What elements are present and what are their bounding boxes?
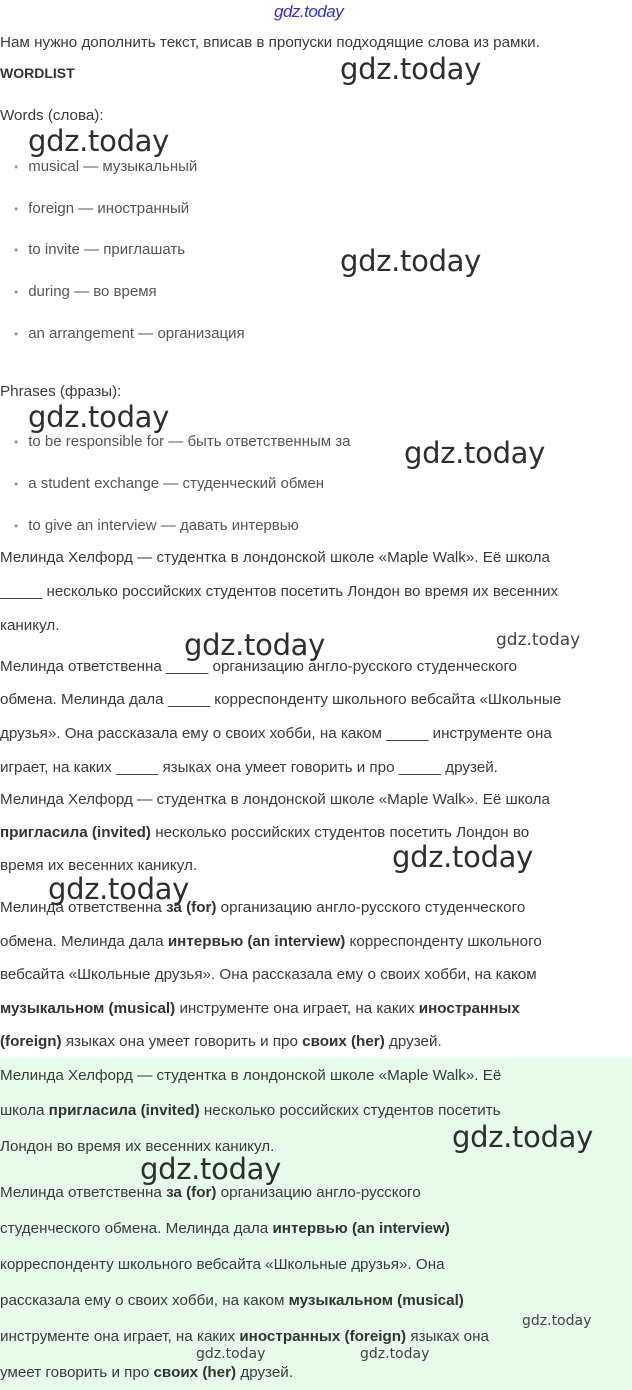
bullet-icon: •	[14, 519, 19, 533]
answer-line: умеет говорить и про своих (her) друзей.	[0, 1364, 294, 1381]
bullet-icon: •	[14, 477, 19, 491]
task-line: Мелинда Хелфорд — студентка в лондонской школе «Maple Walk». Её школа	[0, 549, 550, 566]
task-line: каникул.	[0, 617, 60, 634]
watermark: gdz.today	[28, 400, 170, 434]
header-watermark: gdz.today	[274, 2, 344, 21]
answer-line: (foreign) языках она умеет говорить и про своих (her) друзей.	[0, 1033, 442, 1050]
task-line: друзья». Она рассказала ему о своих хобби, на каком _____ инструменте она	[0, 725, 552, 742]
watermark: gdz.today	[196, 1346, 266, 1362]
list-item: • musical — музыкальный	[14, 158, 198, 175]
watermark: gdz.today	[48, 872, 190, 906]
bullet-icon: •	[14, 435, 19, 449]
list-item: • to be responsible for — быть ответственным за	[14, 433, 351, 450]
answer-line: школа пригласила (invited) несколько российских студентов посетить	[0, 1102, 501, 1119]
bullet-icon: •	[14, 327, 19, 341]
list-item: • a student exchange — студенческий обмен	[14, 475, 325, 492]
answer-line: обмена. Мелинда дала интервью (an interview) корреспонденту школьного	[0, 933, 542, 950]
watermark: gdz.today	[184, 628, 326, 662]
answer-line: Мелинда ответственна за (for) организацию англо-русского студенческого	[0, 899, 526, 916]
watermark: gdz.today	[404, 436, 546, 470]
list-item: • during — во время	[14, 283, 157, 300]
phrases-label: Phrases (фразы):	[0, 383, 122, 400]
answer-line: Мелинда Хелфорд — студентка в лондонской школе «Maple Walk». Её школа	[0, 791, 550, 808]
watermark: gdz.today	[496, 630, 581, 650]
answer-line: время их весенних каникул.	[0, 857, 198, 874]
answer-line: студенческого обмена. Мелинда дала интервью (an interview)	[0, 1220, 450, 1237]
list-item: • to invite — приглашать	[14, 241, 186, 258]
watermark: gdz.today	[452, 1120, 594, 1154]
answer-line: корреспонденту школьного вебсайта «Школьные друзья». Она	[0, 1256, 445, 1273]
task-line: Мелинда ответственна _____ организацию англо-русского студенческого	[0, 658, 518, 675]
watermark: gdz.today	[340, 52, 482, 86]
task-line: играет, на каких _____ языках она умеет говорить и про _____ друзей.	[0, 759, 498, 776]
list-item: • foreign — иностранный	[14, 200, 190, 217]
watermark: gdz.today	[522, 1313, 592, 1329]
answer-line: Мелинда Хелфорд — студентка в лондонской школе «Maple Walk». Её	[0, 1067, 502, 1084]
intro-text: Нам нужно дополнить текст, вписав в пропуски подходящие слова из рамки.	[0, 34, 540, 51]
answer-line: вебсайта «Школьные друзья». Она рассказала ему о своих хобби, на каком	[0, 966, 537, 983]
words-label: Words (слова):	[0, 107, 104, 124]
watermark: gdz.today	[392, 840, 534, 874]
watermark: gdz.today	[28, 124, 170, 158]
answer-line: инструменте она играет, на каких иностранных (foreign) языках она	[0, 1328, 489, 1345]
answer-line: Лондон во время их весенних каникул.	[0, 1138, 275, 1155]
answer-line: пригласила (invited) несколько российских студентов посетить Лондон во	[0, 824, 530, 841]
task-line: _____ несколько российских студентов посетить Лондон во время их весенних	[0, 583, 559, 600]
task-line: обмена. Мелинда дала _____ корреспонденту школьного вебсайта «Школьные	[0, 691, 562, 708]
watermark: gdz.today	[360, 1346, 430, 1362]
wordlist-title: WORDLIST	[0, 65, 75, 81]
watermark: gdz.today	[140, 1152, 282, 1186]
bullet-icon: •	[14, 243, 19, 257]
bullet-icon: •	[14, 285, 19, 299]
answer-line: Мелинда ответственна за (for) организацию англо-русского	[0, 1184, 421, 1201]
list-item: • to give an interview — давать интервью	[14, 517, 299, 534]
answer-line: музыкальном (musical) инструменте она играет, на каких иностранных	[0, 1000, 520, 1017]
bullet-icon: •	[14, 160, 19, 174]
answer-line: рассказала ему о своих хобби, на каком музыкальном (musical)	[0, 1292, 464, 1309]
bullet-icon: •	[14, 202, 19, 216]
list-item: • an arrangement — организация	[14, 325, 245, 342]
watermark: gdz.today	[340, 244, 482, 278]
